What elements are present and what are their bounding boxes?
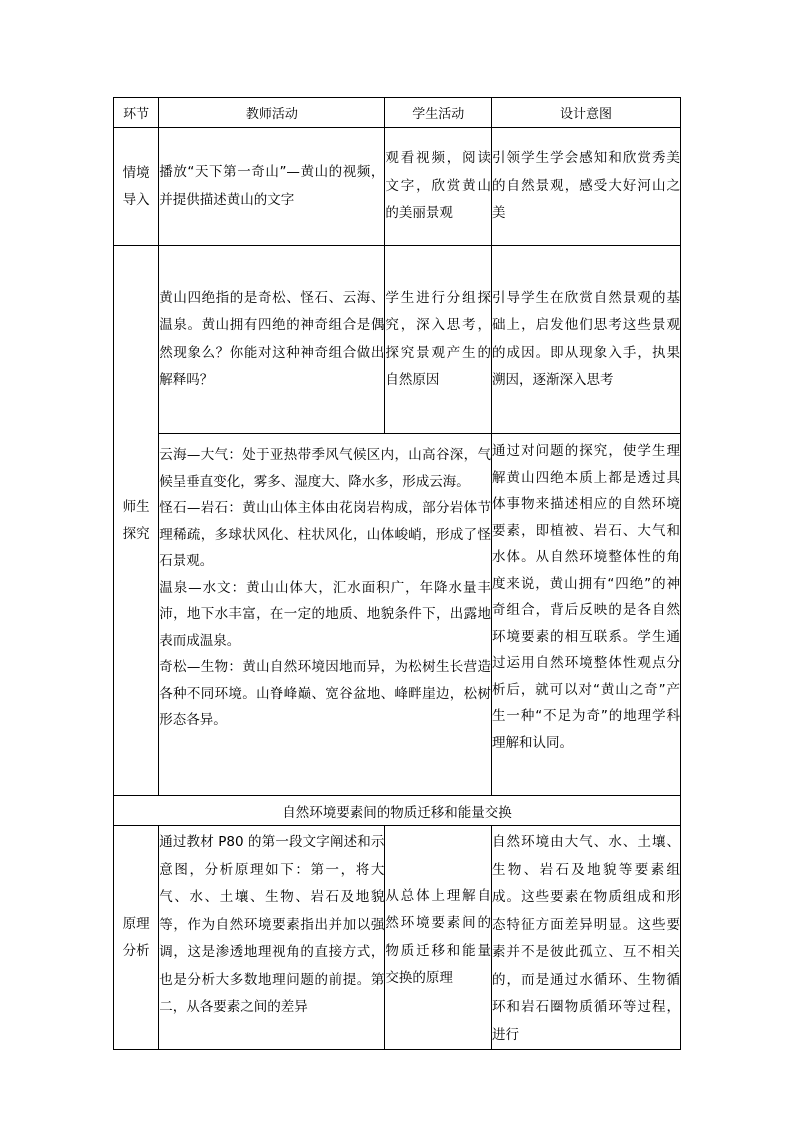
table-row [114, 826, 681, 1050]
strange-rock-paragraph: 怪石—岩石：黄山山体主体由花岗岩构成，部分岩体节理稀疏，多球状风化、柱状风化，山体峻峭，形成了怪石景观。 [159, 500, 491, 569]
header-row [114, 98, 681, 128]
section-label-principle: 原理 分析 [114, 826, 159, 1050]
table-row [114, 128, 681, 246]
student-activity-cell: 从总体上理解自然环境要素间的物质迁移和能量交换的原理 [385, 826, 492, 1050]
section-label-intro: 情境 导入 [114, 128, 159, 246]
header-teacher-activity: 教师活动 [159, 98, 385, 128]
design-intent-cell: 通过对问题的探究，使学生理解黄山四绝本质上都是透过具体事物来描述相应的自然环境要素，即植被、岩石、大气和水体。从自然环境整体性的角度来说，黄山拥有“四绝”的神奇组合，背后反映的是各自然环境要素的相互联系。学生通过运用自然环境整体性观点分析后，就可以对“黄山之奇”产生一种“不足为奇”的地理学科理解和认同。 [491, 434, 680, 796]
pine-paragraph: 奇松—生物：黄山自然环境因地而异，为松树生长营造各种不同环境。山脊峰巅、宽谷盆地、峰畔崖边，松树形态各异。 [159, 659, 491, 728]
table-row [114, 434, 681, 796]
header-design-intent: 设计意图 [491, 98, 680, 128]
hot-spring-paragraph: 温泉—水文：黄山山体大，汇水面积广，年降水量丰沛，地下水丰富，在一定的地质、地貌条件下，出露地表而成温泉。 [159, 579, 491, 649]
student-activity-cell: 学生进行分组探究，深入思考，探究景观产生的自然原因 [385, 246, 492, 434]
teacher-activity-cell: 黄山四绝指的是奇松、怪石、云海、温泉。黄山拥有四绝的神奇组合是偶然现象么？你能对这种神奇组合做出解释吗？ [159, 246, 385, 434]
section-banner: 自然环境要素间的物质迁移和能量交换 [114, 796, 681, 826]
design-intent-cell: 引领学生学会感知和欣赏秀美的自然景观，感受大好河山之美 [491, 128, 680, 246]
section-label-explore: 师生 探究 [114, 246, 159, 796]
cloud-sea-paragraph: 云海—大气：处于亚热带季风气候区内，山高谷深，气候呈垂直变化，雾多、湿度大、降水多，形成云海。 [159, 447, 491, 490]
teacher-activity-cell: 播放“天下第一奇山”—黄山的视频，并提供描述黄山的文字 [159, 128, 385, 246]
design-intent-cell: 引导学生在欣赏自然景观的基础上，启发他们思考这些景观的成因。即从现象入手，执果溯因，逐渐深入思考 [491, 246, 680, 434]
design-intent-cell: 自然环境由大气、水、土壤、生物、岩石及地貌等要素组成。这些要素在物质组成和形态特征方面差异明显。这些要素并不是彼此孤立、互不相关的，而是通过水循环、生物循环和岩石圈物质循环等过程，进行 [491, 826, 680, 1050]
table-row [114, 246, 681, 434]
header-student-activity: 学生活动 [385, 98, 492, 128]
header-section: 环节 [114, 98, 159, 128]
feature-analysis-cell [159, 434, 492, 796]
lesson-plan-table [113, 97, 681, 1050]
section-banner-row [114, 796, 681, 826]
teacher-activity-cell: 通过教材 P80 的第一段文字阐述和示意图，分析原理如下：第一，将大气、水、土壤、生物、岩石及地貌等，作为自然环境要素指出并加以强调，这是渗透地理视角的直接方式，也是分析大多数地理问题的前提。第二，从各要素之间的差异 [159, 826, 385, 1050]
student-activity-cell: 观看视频，阅读文字，欣赏黄山的美丽景观 [385, 128, 492, 246]
